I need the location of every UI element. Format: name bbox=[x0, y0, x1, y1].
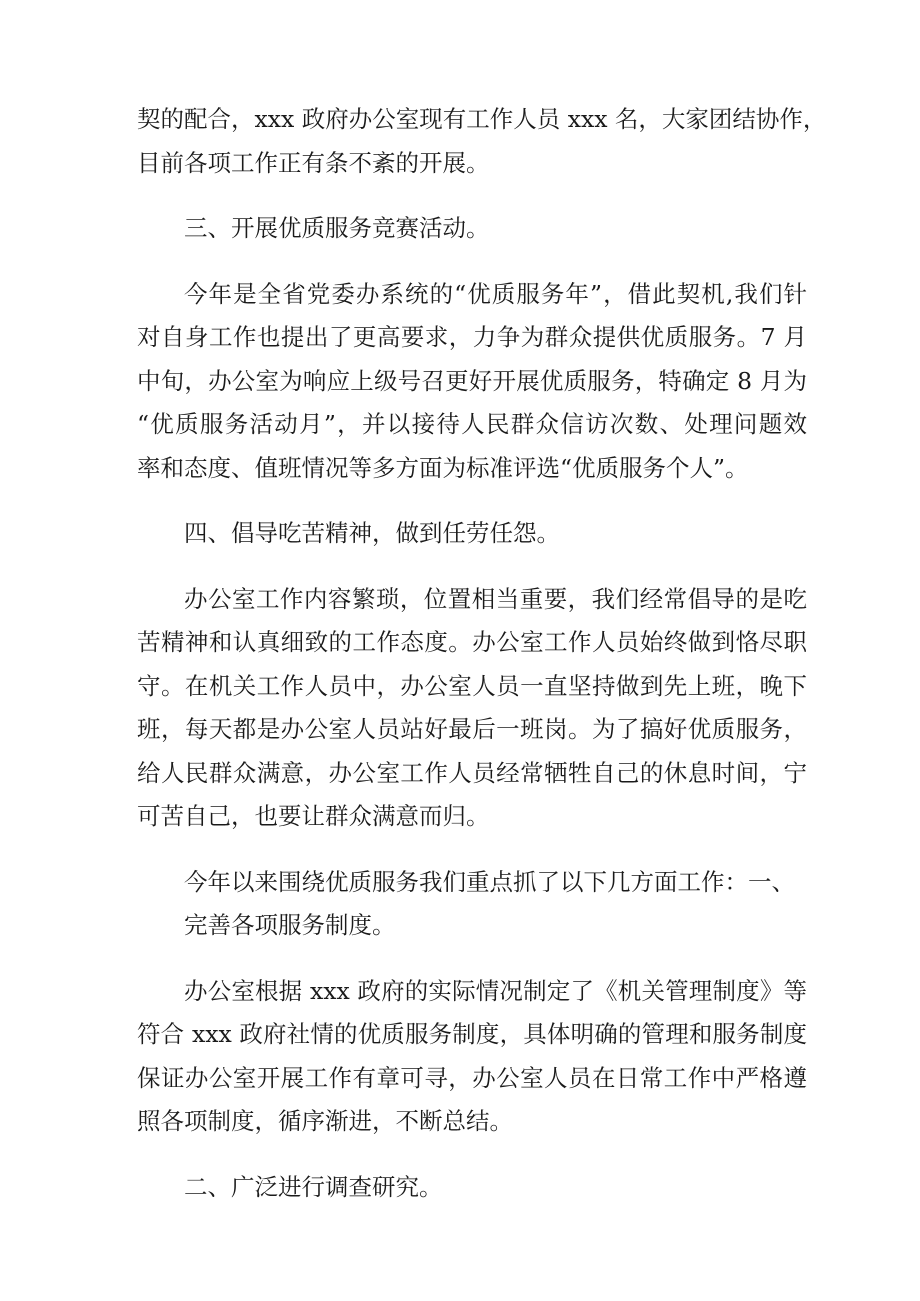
text-line: 目前各项工作正有条不紊的开展。 bbox=[137, 148, 490, 177]
text-line: 符合 xxx 政府社情的优质服务制度，具体明确的管理和服务制度 bbox=[137, 1020, 807, 1048]
text-line: 班，每天都是办公室人员站好最后一班岗。为了搞好优质服务， bbox=[137, 715, 807, 743]
paragraph-service-system bbox=[137, 970, 807, 1144]
paragraph-office-work bbox=[137, 578, 807, 839]
text-line: 可苦自己，也要让群众满意而归。 bbox=[137, 802, 490, 830]
text-line: 契的配合，xxx 政府办公室现有工作人员 xxx 名，大家团结协作， bbox=[137, 105, 827, 133]
heading-quality-service-competition bbox=[137, 207, 807, 251]
section-heading: 三、开展优质服务竞赛活动。 bbox=[184, 214, 490, 242]
document-body bbox=[137, 98, 827, 1209]
section-heading: 二、广泛进行调查研究。 bbox=[184, 1172, 443, 1201]
text-line: 今年是全省党委办系统的“优质服务年”，借此契机,我们针 bbox=[184, 279, 807, 308]
text-line: 中旬，办公室为响应上级号召更好开展优质服务，特确定 8 月为 bbox=[137, 366, 807, 395]
text-line: 办公室工作内容繁琐，位置相当重要，我们经常倡导的是吃 bbox=[184, 584, 807, 613]
text-line: 率和态度、值班情况等多方面为标准评选“优质服务个人”。 bbox=[137, 453, 749, 482]
paragraph-cooperation bbox=[137, 98, 827, 185]
text-line: 今年以来围绕优质服务我们重点抓了以下几方面工作：一、 bbox=[184, 867, 795, 896]
text-line: 照各项制度，循序渐进，不断总结。 bbox=[137, 1107, 513, 1135]
text-line: “优质服务活动月”，并以接待人民群众信访次数、处理问题效 bbox=[137, 410, 807, 438]
text-line: 守。在机关工作人员中，办公室人员一直坚持做到先上班，晚下 bbox=[137, 671, 807, 700]
text-line: 苦精神和认真细致的工作态度。办公室工作人员始终做到恪尽职 bbox=[137, 628, 807, 656]
heading-hardworking-spirit bbox=[137, 512, 807, 556]
text-line: 办公室根据 xxx 政府的实际情况制定了《机关管理制度》等 bbox=[184, 976, 807, 1005]
paragraph-quality-service-year bbox=[137, 273, 807, 491]
text-line: 给人民群众满意，办公室工作人员经常牺牲自己的休息时间，宁 bbox=[137, 758, 807, 787]
section-heading: 四、倡导吃苦精神，做到任劳任怨。 bbox=[184, 519, 560, 547]
text-line: 保证办公室开展工作有章可寻，办公室人员在日常工作中严格遵 bbox=[137, 1063, 807, 1092]
paragraph-key-work-intro bbox=[137, 861, 807, 948]
text-line: 对自身工作也提出了更高要求，力争为群众提供优质服务。7 月 bbox=[137, 323, 807, 351]
section-heading: 完善各项服务制度。 bbox=[184, 911, 396, 939]
heading-investigation-research bbox=[137, 1166, 807, 1210]
